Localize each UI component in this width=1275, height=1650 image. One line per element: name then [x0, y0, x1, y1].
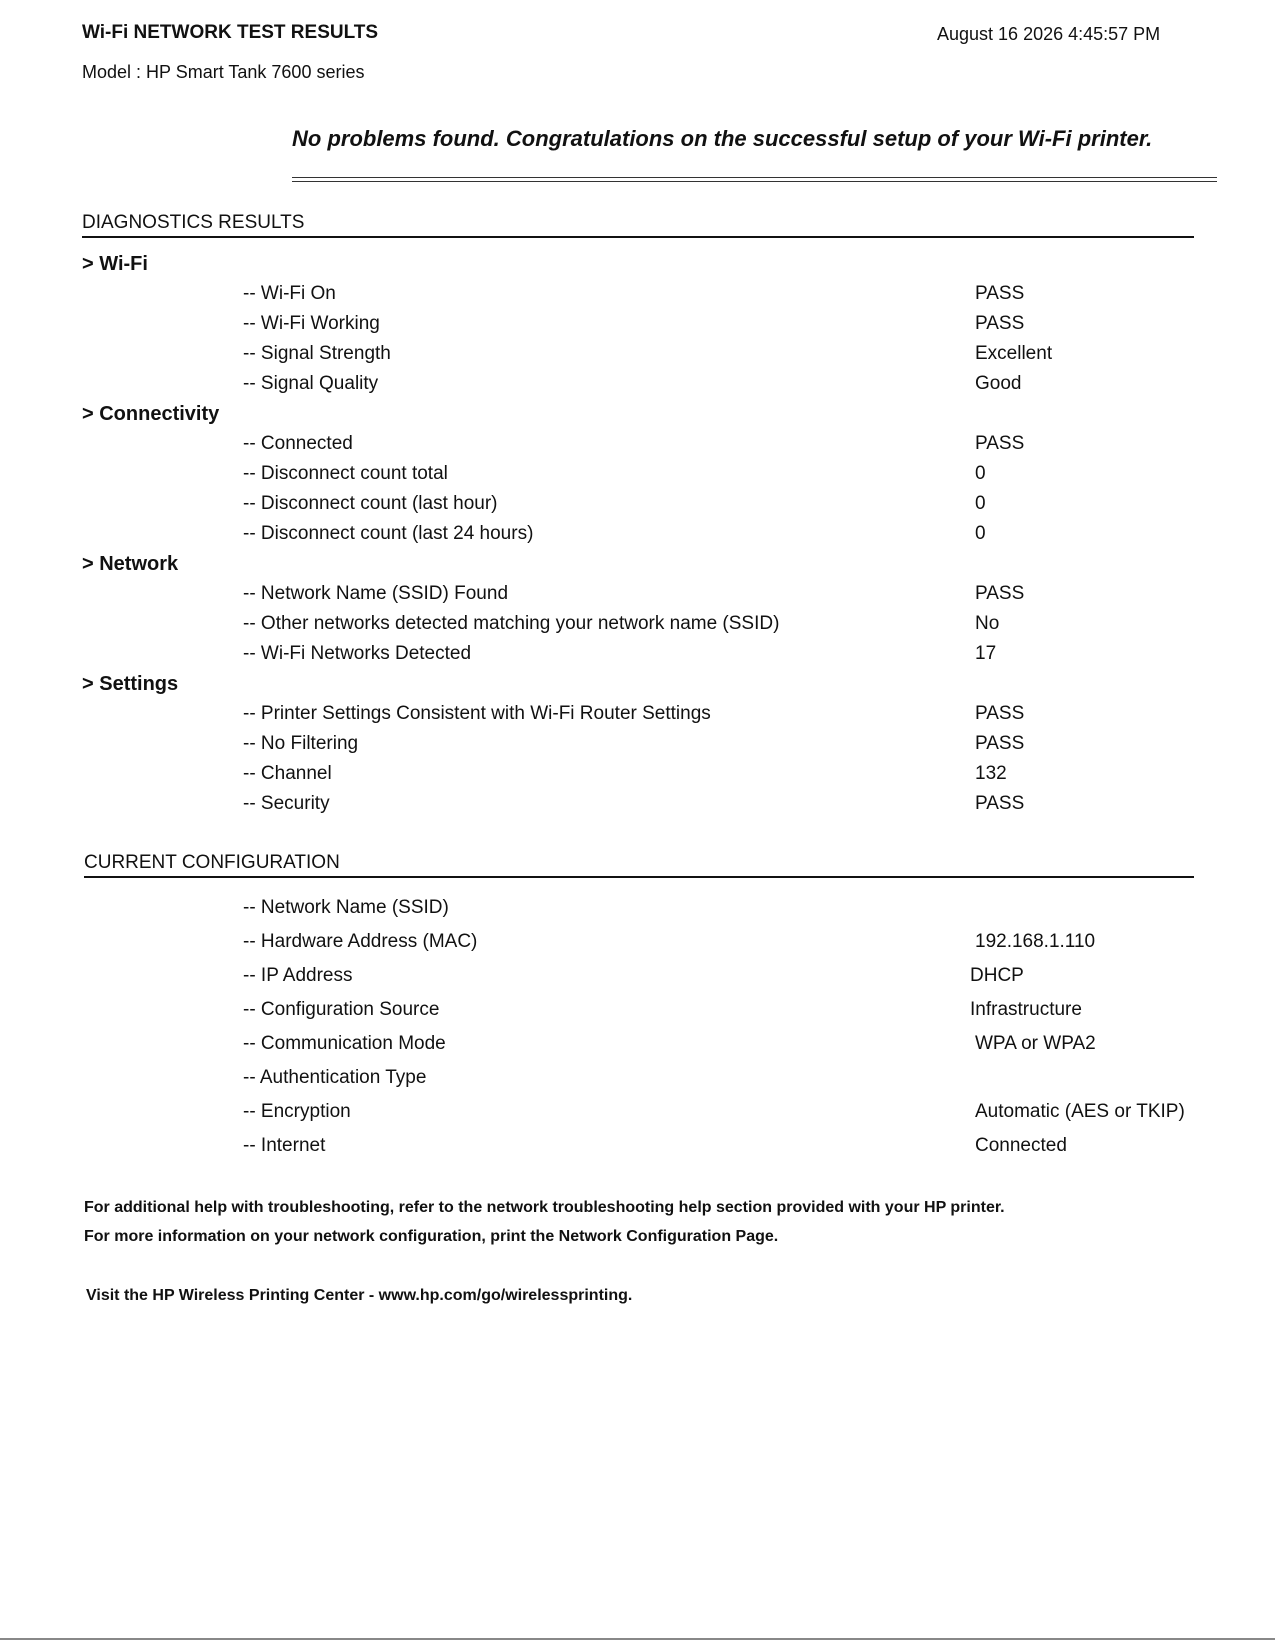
diag-item-value: PASS — [975, 703, 1025, 724]
page-bottom-edge — [0, 1638, 1275, 1640]
config-item-label: -- Communication Mode — [243, 1033, 446, 1054]
configuration-heading-text: CURRENT CONFIGURATION — [84, 852, 340, 873]
config-item-value: Connected — [975, 1135, 1067, 1156]
config-item-label: -- Internet — [243, 1135, 326, 1156]
wireless-center-note: Visit the HP Wireless Printing Center - www.hp.com/go/wirelessprinting. — [86, 1287, 633, 1304]
configuration-page-note: For more information on your network configuration, print the Network Configuration Page. — [84, 1228, 779, 1245]
config-item-value: DHCP — [970, 965, 1024, 986]
diag-item-label: -- Wi-Fi On — [243, 283, 336, 304]
diag-item-value: PASS — [975, 313, 1025, 334]
diag-item-value: PASS — [975, 433, 1025, 454]
config-item-label: -- Hardware Address (MAC) — [243, 931, 478, 952]
diag-item-label: -- Network Name (SSID) Found — [243, 583, 509, 604]
config-item-label: -- Configuration Source — [243, 999, 440, 1020]
troubleshooting-note: For additional help with troubleshooting, refer to the network troubleshooting help section provided with your HP printer. — [84, 1199, 1005, 1216]
report-title: Wi-Fi NETWORK TEST RESULTS — [82, 22, 379, 43]
diag-item-label: -- Other networks detected matching your network name (SSID) — [243, 613, 780, 634]
diag-item-value: PASS — [975, 283, 1025, 304]
diag-item-value: 132 — [975, 763, 1007, 784]
diag-item-label: -- Connected — [243, 433, 353, 454]
diag-item-label: -- Disconnect count (last 24 hours) — [243, 523, 534, 544]
diag-item-label: -- No Filtering — [243, 733, 359, 754]
diagnostics-heading — [82, 212, 1194, 238]
config-item-label: -- Encryption — [243, 1101, 351, 1122]
config-item-value: Automatic (AES or TKIP) — [975, 1101, 1185, 1122]
config-item-value: WPA or WPA2 — [975, 1033, 1096, 1054]
diag-item-label: -- Channel — [243, 763, 332, 784]
diag-item-label: -- Signal Strength — [243, 343, 391, 364]
category-wifi: > Wi-Fi — [82, 253, 148, 275]
printer-model: Model : HP Smart Tank 7600 series — [82, 62, 365, 82]
config-item-label: -- IP Address — [243, 965, 353, 986]
diag-item-value: PASS — [975, 583, 1025, 604]
diag-item-value: Excellent — [975, 343, 1053, 364]
diag-item-label: -- Wi-Fi Working — [243, 313, 380, 334]
config-item-value: 192.168.1.110 — [975, 931, 1096, 952]
category-network: > Network — [82, 553, 179, 575]
config-item-label: -- Authentication Type — [243, 1067, 427, 1088]
diag-item-value: 0 — [975, 493, 986, 514]
configuration-heading — [84, 852, 1194, 878]
diagnostics-heading-text: DIAGNOSTICS RESULTS — [82, 212, 305, 233]
config-item-label: -- Network Name (SSID) — [243, 897, 449, 918]
diag-item-value: 0 — [975, 523, 986, 544]
diag-item-value: Good — [975, 373, 1022, 394]
category-settings: > Settings — [82, 673, 179, 695]
diag-item-value: PASS — [975, 733, 1025, 754]
diag-item-label: -- Wi-Fi Networks Detected — [243, 643, 472, 664]
diag-item-value: 17 — [975, 643, 997, 664]
report-datetime: August 16 2026 4:45:57 PM — [937, 24, 1161, 44]
diag-item-label: -- Signal Quality — [243, 373, 379, 394]
diag-item-value: No — [975, 613, 1000, 634]
diag-item-label: -- Disconnect count total — [243, 463, 448, 484]
diag-item-value: PASS — [975, 793, 1025, 814]
diag-item-label: -- Printer Settings Consistent with Wi-Fi Router Settings — [243, 703, 711, 724]
banner-divider — [292, 177, 1217, 182]
result-banner: No problems found. Congratulations on the successful setup of your Wi-Fi printer. — [292, 126, 1153, 151]
diag-item-label: -- Disconnect count (last hour) — [243, 493, 498, 514]
diag-item-value: 0 — [975, 463, 986, 484]
config-item-value: Infrastructure — [970, 999, 1082, 1020]
category-connectivity: > Connectivity — [82, 403, 220, 425]
diag-item-label: -- Security — [243, 793, 330, 814]
